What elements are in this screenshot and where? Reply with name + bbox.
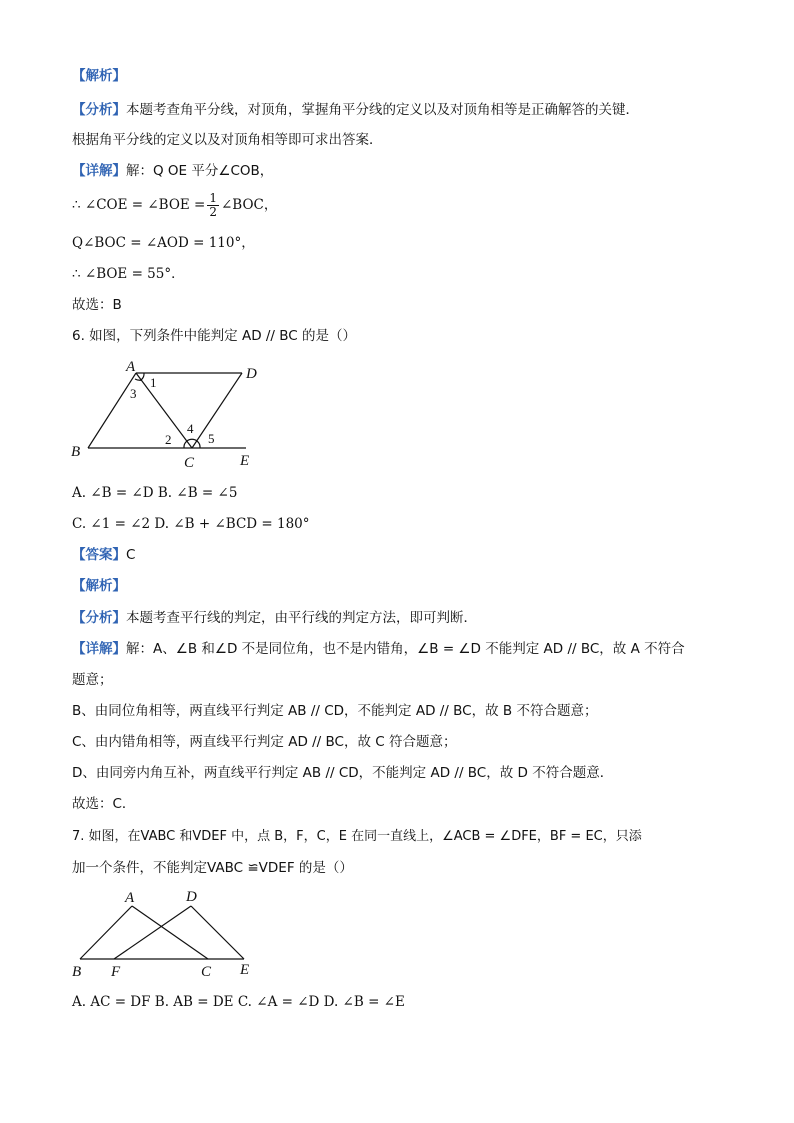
q5-detail	[72, 162, 273, 180]
arc-angle-1	[141, 373, 144, 380]
q7-stem-line1: 7. 如图，在VABC 和VDEF 中，点 B，F，C，E 在同一直线上，∠ACB = ∠DFE，BF = EC，只添	[72, 829, 642, 844]
q5-fraction	[207, 192, 219, 219]
label-c: C	[184, 455, 195, 471]
fraction-denominator: 2	[209, 205, 217, 219]
label-angle-4: 4	[187, 421, 194, 436]
segment-ba	[80, 906, 132, 959]
q6-analysis	[72, 609, 477, 627]
q5-step2-left: ∴ ∠COE = ∠BOE =	[72, 197, 206, 213]
segment-ac	[132, 906, 208, 959]
q6-fenxi-tag: 【分析】	[72, 610, 126, 626]
q6-daan-value: C	[126, 547, 136, 563]
segment-de	[191, 906, 244, 959]
q5-jiexi-heading: 【解析】	[72, 68, 126, 84]
q7-figure	[66, 884, 266, 980]
q6-detail	[72, 640, 685, 658]
q5-xiangjie-tag: 【详解】	[72, 163, 126, 179]
q6-option-b-analysis: B、由同位角相等，两直线平行判定 AB // CD，不能判定 AD // BC，故 B 不符合题意；	[72, 703, 598, 719]
q5-analysis	[72, 101, 639, 119]
label-d: D	[246, 366, 257, 382]
label-angle-1: 1	[150, 375, 157, 390]
q6-figure	[66, 356, 266, 472]
q5-answer: 故选：B	[72, 297, 122, 313]
label-e: E	[240, 453, 250, 469]
segment-ac	[136, 373, 192, 448]
q6-answer-line	[72, 546, 135, 564]
q5-step4: ∴ ∠BOE = 55°．	[72, 266, 185, 282]
segment-ab	[88, 373, 136, 448]
q7-options: A. AC = DF B. AB = DE C. ∠A = ∠D D. ∠B = ∠E	[72, 994, 405, 1010]
q6-detail-cont: 题意；	[72, 672, 113, 688]
q6-option-d-analysis: D、由同旁内角互补，两直线平行判定 AB // CD，不能判定 AD // BC，故 D 不符合题意．	[72, 765, 614, 781]
q6-final-answer: 故选：C．	[72, 796, 136, 812]
arc-angle-2	[184, 441, 187, 448]
q5-step2	[72, 190, 277, 220]
label-c: C	[201, 964, 212, 980]
q6-stem: 6. 如图，下列条件中能判定 AD // BC 的是（）	[72, 328, 357, 344]
q7-stem-line2: 加一个条件，不能判定VABC ≌VDEF 的是（）	[72, 860, 353, 876]
q5-step2-right: ∠BOC，	[221, 197, 278, 213]
q5-step1: 解：Q OE 平分∠COB，	[126, 163, 274, 179]
q5-fenxi-tag: 【分析】	[72, 102, 126, 118]
label-f: F	[111, 964, 121, 980]
label-a: A	[126, 359, 136, 375]
q5-analysis-line2: 根据角平分线的定义以及对顶角相等即可求出答案．	[72, 132, 383, 148]
q6-option-c-analysis: C、由内错角相等，两直线平行判定 AD // BC，故 C 符合题意；	[72, 734, 457, 750]
arc-angle-4	[187, 439, 197, 441]
q6-options-cd: C. ∠1 = ∠2 D. ∠B + ∠BCD = 180°	[72, 516, 310, 532]
q6-xiangjie-text: 解：A、∠B 和∠D 不是同位角，也不是内错角，∠B = ∠D 不能判定 AD // BC，故 A 不符合	[126, 641, 685, 657]
label-b: B	[71, 444, 81, 460]
segment-fd	[114, 906, 191, 959]
q5-step3: Q∠BOC = ∠AOD = 110°，	[72, 235, 255, 251]
q5-fenxi-text: 本题考查角平分线，对顶角，掌握角平分线的定义以及对顶角相等是正确解答的关键．	[126, 102, 639, 118]
q6-options-ab: A. ∠B = ∠D B. ∠B = ∠5	[72, 485, 238, 501]
label-d: D	[186, 889, 197, 905]
q6-xiangjie-tag: 【详解】	[72, 641, 126, 657]
segment-cd	[192, 373, 242, 448]
q6-fenxi-text: 本题考查平行线的判定，由平行线的判定方法，即可判断．	[126, 610, 477, 626]
q6-jiexi-heading: 【解析】	[72, 578, 126, 594]
label-angle-5: 5	[208, 431, 215, 446]
label-e: E	[240, 962, 250, 978]
arc-angle-5	[197, 441, 200, 448]
label-b: B	[72, 964, 82, 980]
q6-daan-tag: 【答案】	[72, 547, 126, 563]
label-a: A	[125, 890, 135, 906]
label-angle-2: 2	[165, 432, 172, 447]
fraction-numerator: 1	[209, 191, 217, 205]
label-angle-3: 3	[130, 386, 137, 401]
